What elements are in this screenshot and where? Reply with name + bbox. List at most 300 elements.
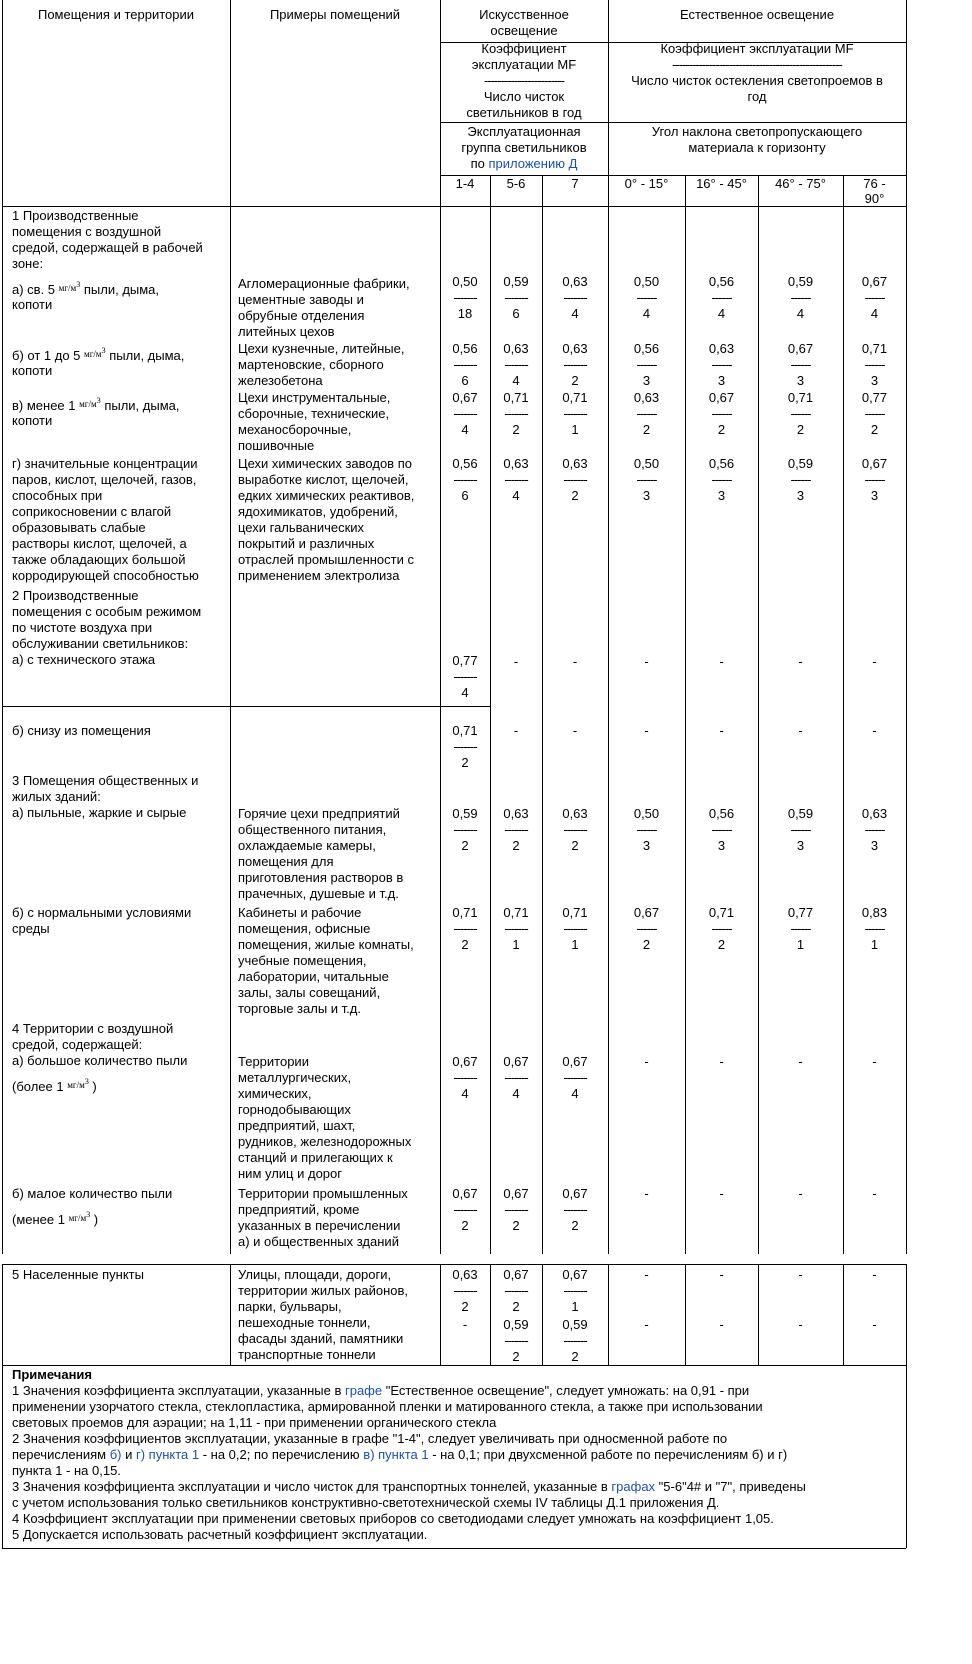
example-text: помещения, офисные	[238, 921, 371, 936]
unit-power: 3	[96, 396, 101, 405]
unit-power: 3	[86, 1210, 91, 1219]
fraction-line: -------	[453, 1202, 477, 1217]
subcol-header: 90°	[864, 191, 885, 206]
fraction-line: ------	[636, 357, 657, 372]
mf-value: 0,71	[503, 390, 529, 405]
unit-mg-per-m3	[67, 1077, 89, 1090]
grid-hline	[2, 1365, 906, 1366]
grid-hline	[2, 1264, 906, 1265]
mf-value: 0,63	[861, 806, 888, 821]
mf-value: 0,67	[633, 905, 660, 920]
example-text: предприятий, кроме	[238, 1202, 360, 1217]
cleanings-value: 2	[571, 1218, 579, 1233]
note-text: 2 Значения коэффициентов эксплуатации, указанные в графе "1-4", следует увеличивать при односменной работе по	[12, 1431, 728, 1446]
label-part: пыли, дыма,	[80, 282, 160, 297]
example-text: выработке кислот, щелочей,	[238, 472, 409, 487]
fraction-line: -------	[563, 472, 587, 487]
section-title: 1 Производственные	[12, 208, 139, 223]
no-value: -	[872, 1317, 877, 1332]
section-row-label: г) значительные концентрации	[12, 456, 198, 471]
example-text: Цехи инструментальные,	[238, 390, 391, 405]
section-title: по чистоте воздуха при	[12, 620, 153, 635]
cleanings-value: 4	[512, 488, 520, 503]
note-text: и	[121, 1447, 136, 1462]
fraction-line: ------	[711, 406, 732, 421]
note-text: пункта 1 - на 0,15.	[12, 1463, 121, 1478]
fraction-line: ------	[711, 290, 732, 305]
label-part: в) менее 1	[12, 398, 80, 413]
note-2	[12, 1431, 727, 1447]
fraction-line: ------	[636, 822, 657, 837]
example-text: торговые залы и т.д.	[238, 1001, 361, 1016]
note-text: 1 Значения коэффициента эксплуатации, указанные в	[12, 1383, 345, 1398]
fraction-line: ------	[790, 472, 811, 487]
cleanings-value: 4	[461, 422, 469, 437]
mf-value: 0,67	[861, 456, 888, 471]
mf-value: 0,71	[787, 390, 814, 405]
cleanings-value: 2	[642, 422, 651, 437]
section-title: жилых зданий:	[12, 789, 101, 804]
mf-value: 0,50	[452, 274, 478, 289]
example-text: цементные заводы и	[238, 292, 364, 307]
mf-value: 0,67	[861, 274, 888, 289]
fraction-line: -------	[504, 357, 528, 372]
fraction-line: -------	[504, 406, 528, 421]
note-3	[12, 1495, 719, 1511]
row-4b-unit-label	[12, 1210, 98, 1228]
section-row-label: паров, кислот, щелочей, газов,	[12, 472, 197, 487]
cleanings-value: 6	[461, 373, 469, 388]
fraction-line: ------	[864, 406, 885, 421]
fraction-line: -------	[504, 472, 528, 487]
label-part: копоти	[12, 413, 53, 428]
cleanings-value: 3	[796, 488, 805, 503]
unit-text: мг/м	[67, 1080, 85, 1090]
mf-value: 0,63	[562, 456, 588, 471]
cleanings-value: 2	[512, 422, 520, 437]
cleanings-value: 4	[461, 685, 469, 700]
section-title: 4 Территории с воздушной	[12, 1021, 174, 1036]
header-cleanings: светильников в год	[466, 105, 582, 120]
example-text: учебные помещения,	[238, 953, 367, 968]
example-text: пешеходные тоннели,	[238, 1315, 371, 1330]
subcol-header: 16° - 45°	[696, 176, 747, 191]
cleanings-value: 2	[461, 1299, 469, 1314]
mf-value: 0,63	[503, 806, 529, 821]
fraction-line: ------	[636, 406, 657, 421]
mf-value: 0,77	[452, 653, 478, 668]
fraction-line: -------	[504, 1283, 528, 1298]
section-title: помещения с воздушной	[12, 224, 162, 239]
fraction-line: ------	[636, 921, 657, 936]
example-text: прачечных, душевые и т.д.	[238, 886, 399, 901]
example-text: Цехи кузнечные, литейные,	[238, 341, 405, 356]
subcol-header: 7	[571, 176, 579, 191]
header-artificial: Искусственное	[479, 7, 569, 22]
cleanings-value: 3	[870, 838, 879, 853]
cleanings-value: 2	[461, 755, 469, 770]
cleanings-value: 4	[717, 306, 726, 321]
label-part: )	[88, 1079, 97, 1094]
example-text: пошивочные	[238, 438, 315, 453]
no-value: -	[798, 723, 803, 738]
note-link[interactable]: г) пункта 1	[135, 1447, 200, 1462]
header-mf: Коэффициент эксплуатации MF	[660, 41, 854, 56]
cleanings-value: 1	[870, 937, 879, 952]
example-text: железобетона	[238, 373, 323, 388]
fraction-line: -------	[563, 1333, 587, 1348]
grid-vline	[906, 1264, 907, 1365]
example-text: отраслей промышленности с	[238, 552, 414, 567]
note-1	[12, 1399, 763, 1415]
cleanings-value: 3	[796, 373, 805, 388]
no-value: -	[644, 723, 649, 738]
grid-vline	[685, 175, 686, 1254]
cleanings-value: 4	[870, 306, 879, 321]
fraction-line: -------	[563, 1202, 587, 1217]
appendix-d-link[interactable]: приложению Д	[488, 156, 578, 171]
cleanings-value: 3	[717, 838, 726, 853]
cleanings-value: 4	[796, 306, 805, 321]
header-group: группа светильников	[461, 140, 587, 155]
subcol-header: 5-6	[506, 176, 526, 191]
mf-value: 0,56	[452, 456, 478, 471]
cleanings-value: 1	[571, 937, 579, 952]
section-title: 3 Помещения общественных и	[12, 773, 199, 788]
no-value: -	[872, 723, 877, 738]
example-text: горнодобывающих	[238, 1102, 351, 1117]
label-part: )	[90, 1212, 99, 1227]
cleanings-value: 2	[642, 937, 651, 952]
no-value: -	[644, 654, 649, 669]
fraction-line: ------	[790, 822, 811, 837]
mf-value: 0,59	[452, 806, 478, 821]
notes-title: Примечания	[12, 1367, 93, 1382]
note-link[interactable]: графе	[344, 1383, 383, 1398]
fraction-line: ------	[711, 822, 732, 837]
mf-value: 0,59	[787, 806, 814, 821]
header-group-line	[440, 156, 608, 172]
fraction-line: -------	[453, 1283, 477, 1298]
header-cleanings: год	[747, 89, 767, 104]
unit-text: мг/м	[84, 349, 102, 359]
note-link[interactable]: графах	[611, 1479, 656, 1494]
row-1a-label	[12, 280, 159, 298]
example-text: территории жилых районов,	[238, 1283, 409, 1298]
no-value: -	[572, 723, 578, 738]
fraction-line: ------	[636, 290, 657, 305]
grid-hline	[440, 122, 906, 123]
fraction-line: -------	[563, 921, 587, 936]
unit-mg-per-m3	[58, 280, 81, 293]
mf-value: 0,77	[861, 390, 888, 405]
mf-value: 0,71	[861, 341, 888, 356]
example-text: механосборочные,	[238, 422, 352, 437]
cleanings-value: 1	[571, 1299, 579, 1314]
grid-vline	[2, 0, 3, 1254]
example-text: Территории	[238, 1054, 309, 1069]
example-text: помещения, жилые комнаты,	[238, 937, 414, 952]
cleanings-value: 4	[461, 1086, 469, 1101]
section-title: 2 Производственные	[12, 588, 139, 603]
mf-value: 0,67	[503, 1186, 529, 1201]
header-natural: Естественное освещение	[679, 7, 835, 22]
grid-vline	[906, 1365, 907, 1548]
mf-value: 0,63	[503, 341, 529, 356]
example-text: Территории промышленных	[238, 1186, 408, 1201]
fraction-line: -------	[563, 822, 587, 837]
no-value: -	[719, 1317, 724, 1332]
fraction-line: ------	[864, 357, 885, 372]
mf-value: 0,71	[503, 905, 529, 920]
cleanings-value: 2	[870, 422, 879, 437]
example-text: Агломерационные фабрики,	[238, 276, 410, 291]
fraction-line: ------	[864, 472, 885, 487]
example-text: лаборатории, читальные	[238, 969, 389, 984]
mf-value: 0,59	[562, 1317, 588, 1332]
example-text: помещения для	[238, 854, 334, 869]
cleanings-value: 3	[642, 838, 651, 853]
note-5	[12, 1527, 427, 1543]
cleanings-value: 3	[717, 488, 726, 503]
cleanings-value: 2	[717, 422, 726, 437]
example-text: ним улиц и дорог	[238, 1166, 342, 1181]
fraction-line: -------	[453, 822, 477, 837]
fraction-line: -------	[563, 1070, 587, 1085]
mf-value: 0,59	[503, 274, 529, 289]
header-separator: ---------------------------------------------------	[672, 57, 842, 72]
header-separator: ------------------------	[484, 73, 564, 88]
mf-value: 0,50	[633, 274, 660, 289]
section-row-label: соприкосновении с влагой	[12, 504, 172, 519]
fraction-line: -------	[504, 1070, 528, 1085]
mf-value: 0,63	[562, 806, 588, 821]
note-text: - на 0,2; по перечислению	[199, 1447, 364, 1462]
mf-value: 0,56	[452, 341, 478, 356]
example-text: залы, залы совещаний,	[238, 985, 381, 1000]
example-text: общественного питания,	[238, 822, 387, 837]
cleanings-value: 2	[796, 422, 805, 437]
no-value: -	[798, 1267, 803, 1282]
mf-value: 0,71	[708, 905, 735, 920]
fraction-line: ------	[711, 921, 732, 936]
fraction-line: -------	[563, 290, 587, 305]
mf-value: 0,83	[861, 905, 888, 920]
note-link[interactable]: в) пункта 1	[363, 1447, 429, 1462]
label-part: копоти	[12, 363, 53, 378]
cleanings-value: 4	[571, 1086, 579, 1101]
mf-value: 0,56	[708, 456, 735, 471]
section-row-label: растворы кислот, щелочей, а	[12, 536, 187, 551]
standard-table-page	[2, 0, 906, 1664]
header-mf: эксплуатации MF	[471, 57, 577, 72]
fraction-line: -------	[453, 357, 477, 372]
example-text: ядохимикатов, удобрений,	[238, 504, 398, 519]
mf-value: 0,67	[452, 1186, 478, 1201]
fraction-line: ------	[636, 472, 657, 487]
example-text: Улицы, площади, дороги,	[238, 1267, 392, 1282]
header-artificial: освещение	[490, 23, 558, 38]
label-part: пыли, дыма,	[100, 398, 180, 413]
fraction-line: -------	[453, 472, 477, 487]
note-text: световых проемов для аэрации; на 1,11 - при применении органического стекла	[12, 1415, 497, 1430]
example-text: парки, бульвары,	[238, 1299, 342, 1314]
section-title: зоне:	[12, 256, 44, 271]
cleanings-value: 3	[717, 373, 726, 388]
header-cleanings: Число чисток остекления светопроемов в	[631, 73, 883, 88]
example-text: литейных цехов	[238, 324, 335, 339]
mf-value: 0,67	[562, 1186, 588, 1201]
mf-value: 0,50	[633, 456, 660, 471]
no-value: -	[513, 723, 519, 738]
no-value: -	[644, 1186, 649, 1201]
label-part: б) от 1 до 5	[12, 348, 85, 363]
no-value: -	[644, 1054, 649, 1069]
section-title: помещения с особым режимом	[12, 604, 202, 619]
mf-value: 0,63	[503, 456, 529, 471]
no-value: -	[513, 654, 519, 669]
cleanings-value: 3	[870, 373, 879, 388]
cleanings-value: 3	[796, 838, 805, 853]
grid-hline	[440, 706, 490, 707]
example-text: едких химических реактивов,	[238, 488, 415, 503]
label-part: а) св. 5	[12, 282, 59, 297]
mf-value: 0,50	[633, 806, 660, 821]
cleanings-value: 18	[457, 306, 473, 321]
cleanings-value: 4	[512, 1086, 520, 1101]
fraction-line: ------	[864, 921, 885, 936]
no-value: -	[719, 723, 724, 738]
unit-mg-per-m3	[84, 346, 106, 359]
fraction-line: ------	[790, 921, 811, 936]
section-row-label: способных при	[12, 488, 103, 503]
cleanings-value: 4	[571, 306, 579, 321]
fraction-line: -------	[453, 669, 477, 684]
fraction-line: ------	[790, 406, 811, 421]
cleanings-value: 2	[461, 838, 469, 853]
cleanings-value: 2	[461, 1218, 469, 1233]
subcol-header: 0° - 15°	[624, 176, 669, 191]
unit-text: мг/м	[58, 283, 77, 293]
no-value: -	[798, 1317, 803, 1332]
fraction-line: -------	[453, 1070, 477, 1085]
fraction-line: ------	[711, 472, 732, 487]
mf-value: 0,63	[708, 341, 735, 356]
note-2	[12, 1463, 121, 1479]
example-text: охлаждаемые камеры,	[238, 838, 376, 853]
fraction-line: -------	[563, 357, 587, 372]
section-title: а) с технического этажа	[12, 652, 156, 667]
grid-vline	[758, 175, 759, 1254]
mf-value: 0,59	[787, 274, 814, 289]
mf-value: 0,67	[503, 1054, 529, 1069]
grid-hline	[2, 1548, 906, 1549]
cleanings-value: 2	[717, 937, 726, 952]
header-examples: Примеры помещений	[269, 7, 401, 22]
note-text: - на 0,1; при двухсменной работе по перечислениям б) и г)	[428, 1447, 788, 1462]
section-row-label: образовывать слабые	[12, 520, 146, 535]
label-part: (менее 1	[12, 1212, 69, 1227]
no-value: -	[872, 1267, 877, 1282]
grid-vline	[843, 175, 844, 1254]
section-title: средой, содержащей в рабочей	[12, 240, 203, 255]
mf-value: 0,67	[452, 390, 478, 405]
note-text: перечислениям	[12, 1447, 110, 1462]
unit-mg-per-m3	[68, 1210, 91, 1223]
header-angle: материала к горизонту	[688, 140, 826, 155]
note-text: "5-6"4# и "7", приведены	[655, 1479, 806, 1494]
cleanings-value: 1	[796, 937, 805, 952]
header-cleanings: Число чисток	[483, 89, 565, 104]
cleanings-value: 2	[512, 838, 520, 853]
cleanings-value: 2	[512, 1299, 520, 1314]
label-part: копоти	[12, 297, 53, 312]
example-text: сборочные, технические,	[238, 406, 390, 421]
example-text: станций и прилегающих к	[238, 1150, 393, 1165]
note-2	[12, 1447, 787, 1463]
mf-value: 0,77	[787, 905, 814, 920]
mf-value: 0,63	[452, 1267, 478, 1282]
subcol-header: 46° - 75°	[775, 176, 826, 191]
fraction-line: -------	[453, 739, 477, 754]
note-text: применении узорчатого стекла, стеклопластика, армированной пленки и матированного стекла, а также при использовании	[12, 1399, 763, 1414]
no-value: -	[872, 654, 877, 669]
cleanings-value: 6	[461, 488, 469, 503]
section-row-label: б) малое количество пыли	[12, 1186, 173, 1201]
cleanings-value: 3	[870, 488, 879, 503]
section-title: 5 Населенные пункты	[12, 1267, 144, 1282]
note-4	[12, 1511, 774, 1527]
mf-value: 0,67	[503, 1267, 529, 1282]
fraction-line: ------	[864, 822, 885, 837]
mf-value: 0,59	[503, 1317, 529, 1332]
cleanings-value: 3	[642, 373, 651, 388]
cleanings-value: 2	[571, 373, 579, 388]
note-text: с учетом использования только светильников конструктивно-светотехнической схемы IV таблицы Д.1 приложения Д.	[12, 1495, 720, 1510]
example-text: покрытий и различных	[238, 536, 375, 551]
note-1	[12, 1415, 496, 1431]
grid-hline	[2, 206, 906, 207]
header-rooms: Помещения и территории	[37, 7, 195, 22]
fraction-line: -------	[563, 1283, 587, 1298]
label-part: (более 1	[12, 1079, 68, 1094]
example-text: фасады зданий, памятники	[238, 1331, 404, 1346]
example-text: химических,	[238, 1086, 312, 1101]
fraction-line: ------	[790, 357, 811, 372]
section-row-label: б) с нормальными условиями	[12, 905, 192, 920]
mf-value: 0,67	[562, 1267, 588, 1282]
fraction-line: -------	[453, 290, 477, 305]
header-mf: Коэффициент	[481, 41, 567, 56]
fraction-line: -------	[504, 1202, 528, 1217]
fraction-line: -------	[504, 822, 528, 837]
mf-value: 0,67	[562, 1054, 588, 1069]
row-1b-label	[12, 346, 184, 364]
section-title: а) большое количество пыли	[12, 1053, 188, 1068]
example-text: рудников, железнодорожных	[238, 1134, 412, 1149]
cleanings-value: 2	[512, 1349, 520, 1364]
grid-vline	[2, 1264, 3, 1365]
cleanings-value: 6	[512, 306, 520, 321]
fraction-line: ------	[711, 357, 732, 372]
grid-vline	[906, 0, 907, 1254]
subcol-header: 1-4	[455, 176, 475, 191]
note-link[interactable]: б)	[109, 1447, 122, 1462]
grid-vline	[2, 1365, 3, 1548]
section-title: средой, содержащей:	[12, 1037, 143, 1052]
note-text: 5 Допускается использовать расчетный коэффициент эксплуатации.	[12, 1527, 428, 1542]
cleanings-value: 4	[512, 373, 520, 388]
